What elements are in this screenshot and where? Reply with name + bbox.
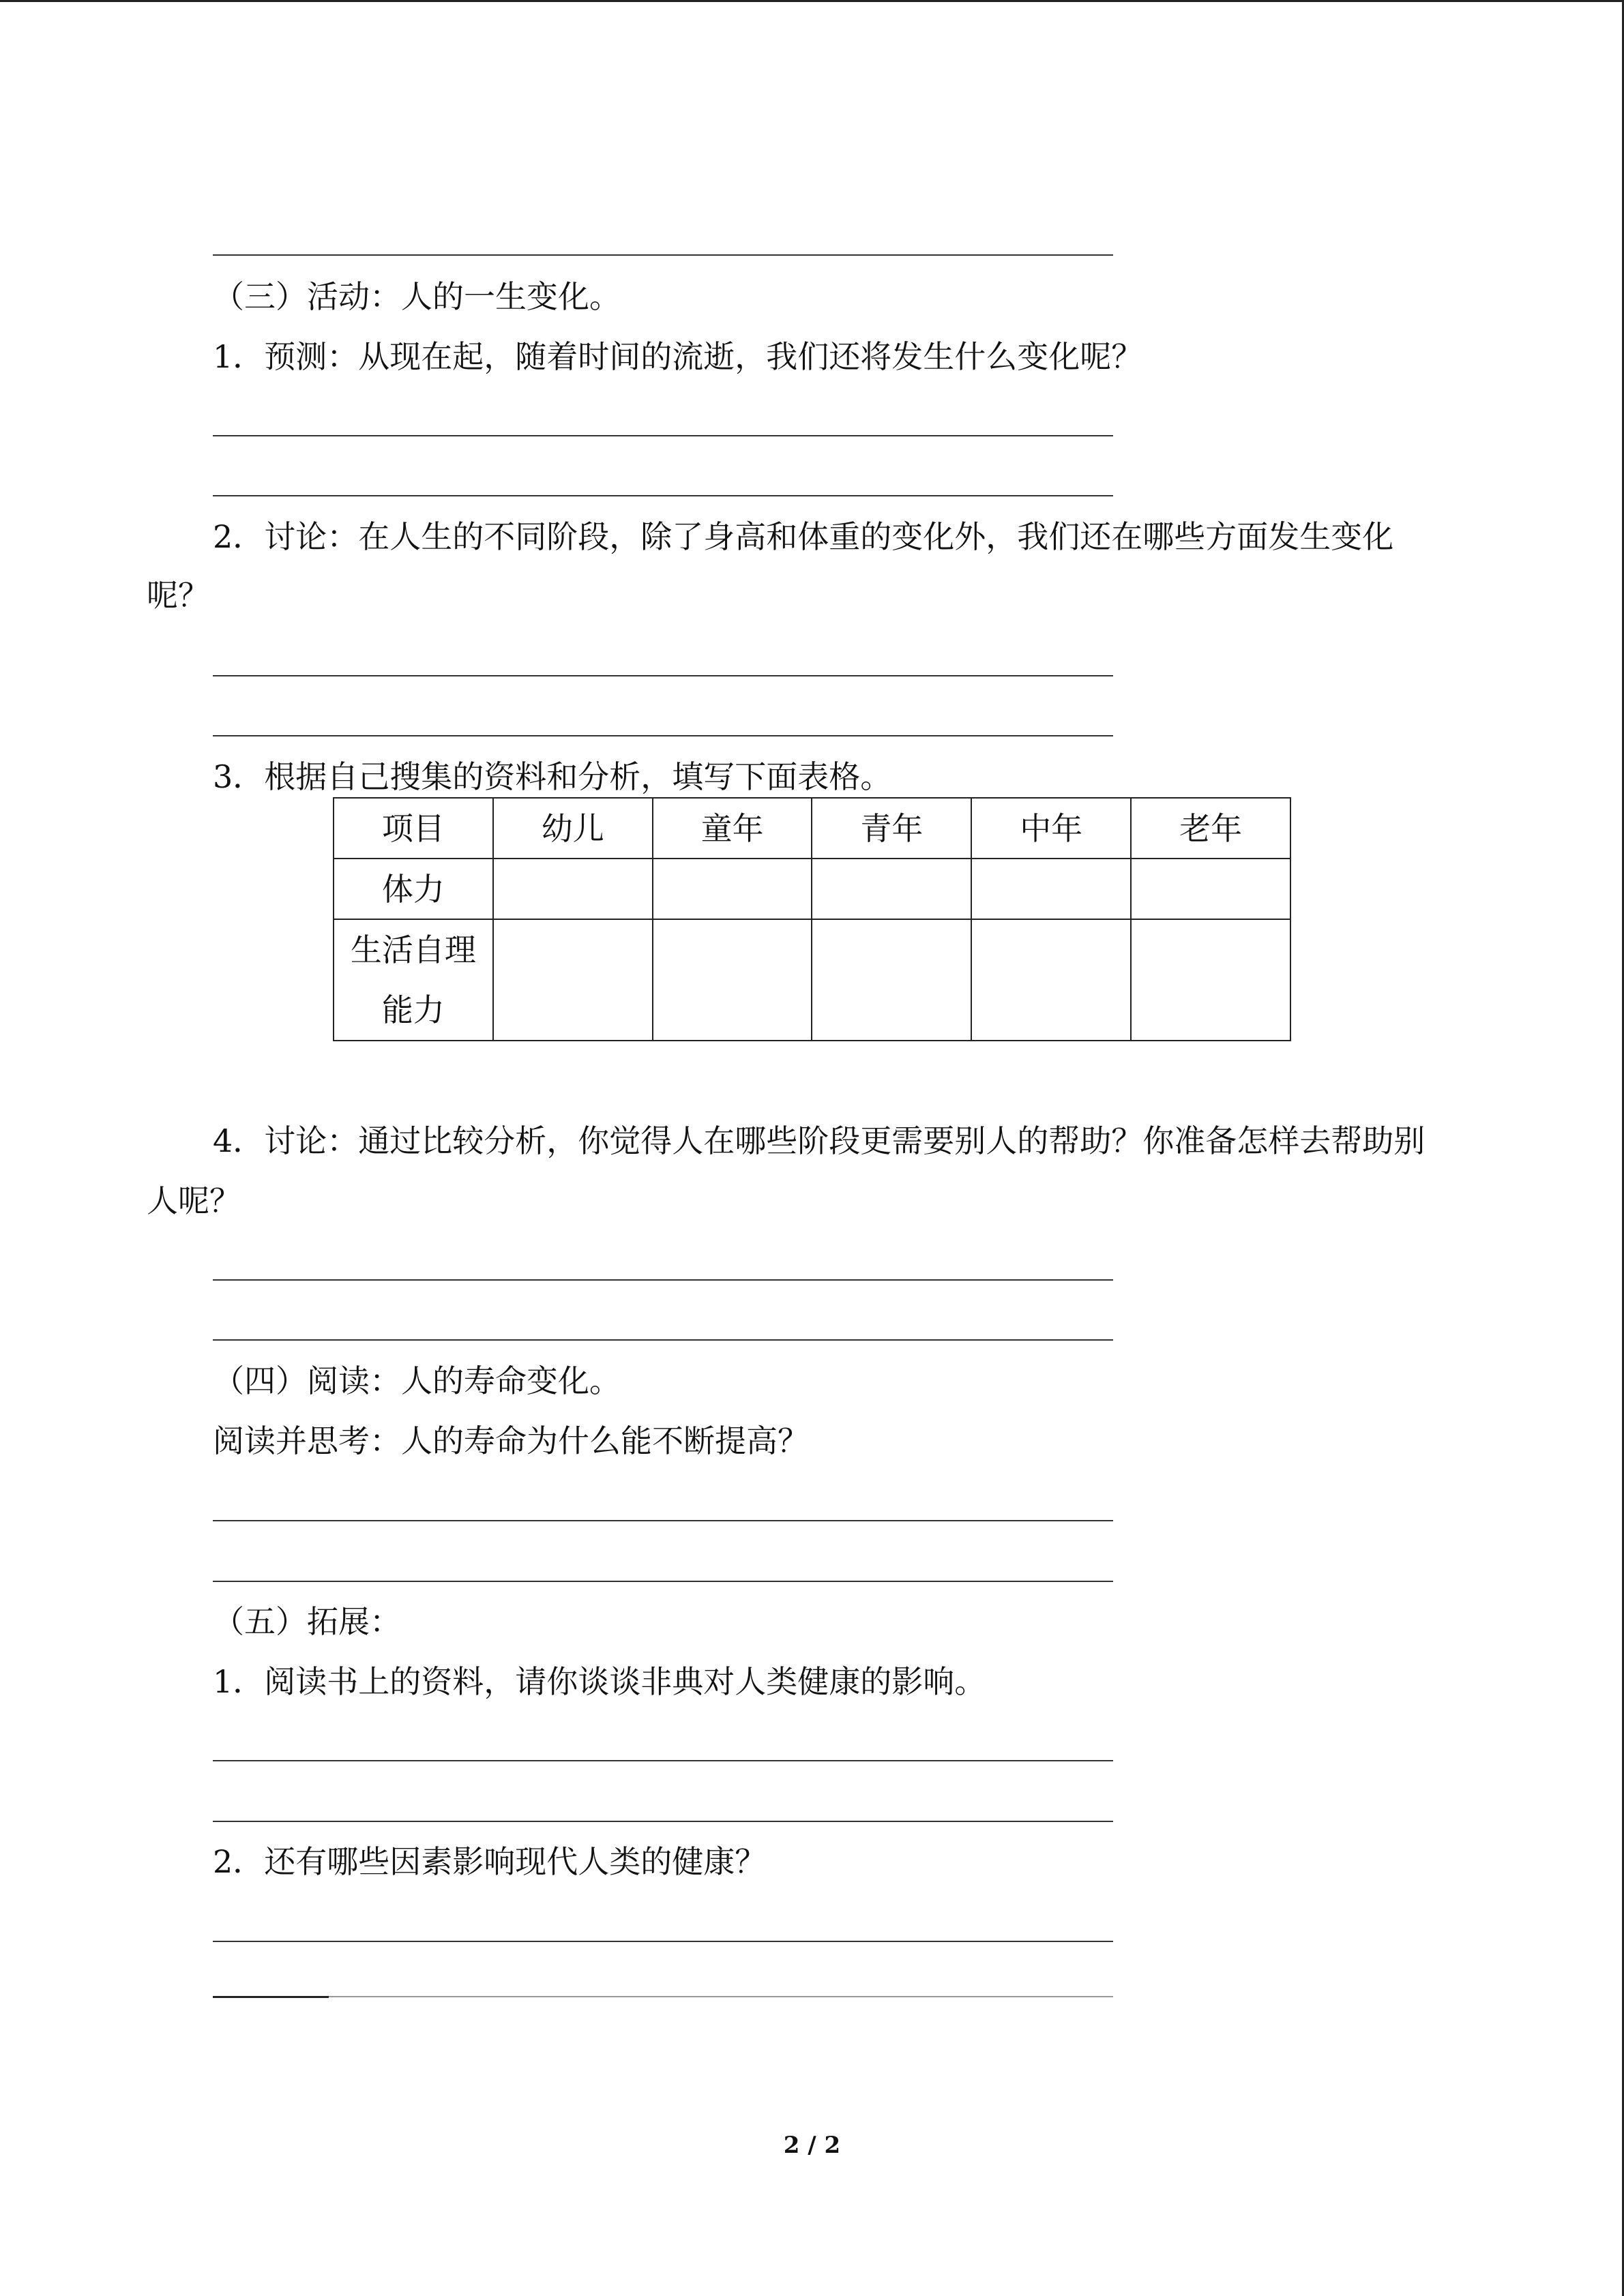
answer-line: [213, 1821, 1113, 1822]
blank-cell[interactable]: [812, 859, 971, 919]
row-label: [334, 919, 493, 1041]
answer-line: [213, 675, 1113, 676]
answer-line: [213, 1339, 1113, 1341]
answer-line: [213, 1520, 1113, 1521]
table-header-cell: 幼儿: [493, 798, 653, 859]
section3-q2-line2: 呢？: [147, 577, 209, 614]
table-header-cell: 老年: [1131, 798, 1290, 859]
blank-cell[interactable]: [493, 859, 653, 919]
blank-cell[interactable]: [493, 919, 653, 1041]
section5-q1: 1．阅读书上的资料，请你谈谈非典对人类健康的影响。: [213, 1663, 986, 1700]
answer-line: [213, 1279, 1113, 1281]
section4-question: 阅读并思考：人的寿命为什么能不断提高？: [213, 1422, 809, 1459]
answer-line: [213, 495, 1113, 496]
answer-line: [213, 254, 1113, 256]
table-header-cell: 中年: [971, 798, 1131, 859]
section3-q4-line2: 人呢？: [147, 1182, 241, 1219]
row-label: 体力: [334, 859, 493, 919]
answer-line: [213, 735, 1113, 736]
answer-line: [213, 1581, 1113, 1582]
section3-q4-line1: 4．讨论：通过比较分析，你觉得人在哪些阶段更需要别人的帮助？你准备怎样去帮助别: [213, 1122, 1426, 1159]
table-header-cell: 项目: [334, 798, 493, 859]
table-row: [334, 919, 1290, 1041]
answer-line: [329, 1996, 1113, 1997]
blank-cell[interactable]: [1131, 859, 1290, 919]
row-label-line: 能力: [381, 992, 445, 1028]
answer-line: [213, 1760, 1113, 1761]
blank-cell[interactable]: [971, 859, 1131, 919]
row-label-line: 生活自理: [350, 931, 476, 968]
table-header-row: [334, 798, 1290, 859]
blank-cell[interactable]: [812, 919, 971, 1041]
answer-line: [213, 1941, 1113, 1942]
table-row: [334, 859, 1290, 919]
table-header-cell: 青年: [812, 798, 971, 859]
section3-q1: 1．预测：从现在起，随着时间的流逝，我们还将发生什么变化呢？: [213, 338, 1143, 375]
page-border-top: [0, 0, 1624, 2]
blank-cell[interactable]: [653, 919, 812, 1041]
section4-heading: （四）阅读：人的寿命变化。: [213, 1362, 621, 1399]
answer-line: [213, 435, 1113, 436]
section5-q2: 2．还有哪些因素影响现代人类的健康？: [213, 1843, 767, 1880]
section5-heading: （五）拓展：: [213, 1603, 401, 1640]
section3-heading: （三）活动：人的一生变化。: [213, 278, 621, 315]
table-header-cell: 童年: [653, 798, 812, 859]
section3-q2-line1: 2．讨论：在人生的不同阶段，除了身高和体重的变化外，我们还在哪些方面发生变化: [213, 518, 1394, 555]
section3-q3: 3．根据自己搜集的资料和分析，填写下面表格。: [213, 758, 892, 795]
blank-cell[interactable]: [653, 859, 812, 919]
blank-cell[interactable]: [971, 919, 1131, 1041]
life-stage-table: [333, 797, 1291, 1041]
page-number: 2 / 2: [783, 2132, 841, 2159]
blank-cell[interactable]: [1131, 919, 1290, 1041]
answer-line: [213, 1996, 329, 1998]
